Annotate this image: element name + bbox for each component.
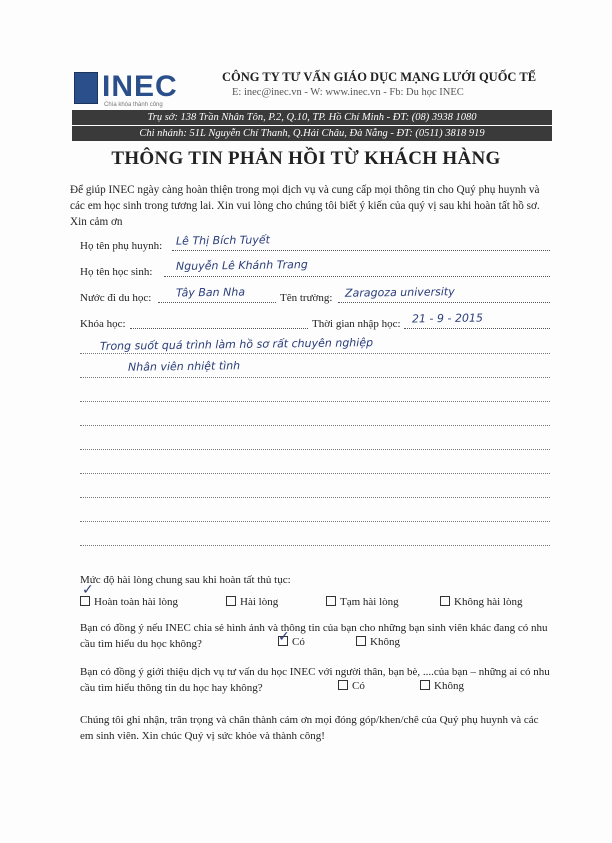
student-name-value[interactable]: Nguyễn Lê Khánh Trang — [175, 258, 308, 273]
share-yes-label: Có — [292, 636, 305, 648]
student-name-label: Họ tên học sinh: — [80, 266, 153, 278]
refer-no-label: Không — [434, 680, 464, 692]
share-no[interactable] — [356, 636, 400, 648]
checkbox-refer-no[interactable] — [420, 680, 430, 690]
logo-tagline: Chìa khóa thành công — [104, 102, 163, 108]
option-satisfied[interactable] — [226, 596, 278, 608]
checkbox-satisfied[interactable] — [226, 596, 236, 606]
option-fully-satisfied-label: Hoàn toàn hài lòng — [94, 596, 179, 608]
country-label: Nước đi du học: — [80, 292, 152, 304]
option-somewhat-satisfied-label: Tạm hài lòng — [340, 596, 399, 608]
letterhead — [72, 64, 552, 144]
comment-rule — [80, 496, 550, 498]
checkbox-refer-yes[interactable] — [338, 680, 348, 690]
comment-rule — [80, 352, 550, 354]
checkbox-fully-satisfied[interactable] — [80, 596, 90, 606]
logo-emblem-icon — [74, 72, 98, 104]
comment-rule — [80, 544, 550, 546]
comment-rule — [80, 424, 550, 426]
refer-no[interactable] — [420, 680, 464, 692]
form-title: THÔNG TIN PHẢN HỒI TỪ KHÁCH HÀNG — [111, 148, 501, 169]
share-yes[interactable] — [278, 636, 305, 648]
enroll-date-value[interactable]: 21 - 9 - 2015 — [411, 311, 484, 326]
company-name: CÔNG TY TƯ VẤN GIÁO DỤC MẠNG LƯỚI QUỐC TẾ — [222, 70, 537, 84]
option-satisfied-label: Hài lòng — [240, 596, 279, 608]
option-somewhat-satisfied[interactable] — [326, 596, 399, 608]
satisfaction-question: Mức độ hài lòng chung sau khi hoàn tất thủ tục: — [80, 574, 291, 586]
option-not-satisfied[interactable] — [440, 596, 522, 608]
option-fully-satisfied[interactable] — [80, 596, 178, 608]
parent-name-value[interactable]: Lê Thị Bích Tuyết — [175, 233, 271, 248]
comment-rule — [80, 400, 550, 402]
refer-yes-label: Có — [352, 680, 365, 692]
checkbox-somewhat-satisfied[interactable] — [326, 596, 336, 606]
inec-logo — [72, 70, 212, 108]
comment-rule — [80, 376, 550, 378]
enroll-date-label: Thời gian nhập học: — [312, 318, 401, 330]
refer-yes[interactable] — [338, 680, 365, 692]
intro-paragraph: Để giúp INEC ngày càng hoàn thiện trong mọi dịch vụ và cung cấp mọi thông tin cho Quý phụ huynh và các em học sinh trong tương lai. Xin vui lòng cho chúng tôi biết ý kiến của quý vị sau khi hoàn tất hồ sơ. Xin cảm ơn — [70, 184, 540, 228]
parent-name-label: Họ tên phụ huynh: — [80, 240, 163, 252]
share-no-label: Không — [370, 636, 400, 648]
checkbox-share-no[interactable] — [356, 636, 366, 646]
checkbox-share-yes[interactable] — [278, 636, 288, 646]
checkbox-not-satisfied[interactable] — [440, 596, 450, 606]
share-question: Bạn có đồng ý nếu INEC chia sẻ hình ảnh và thông tin của bạn cho những bạn sinh viên khác đang có nhu cầu tìm hiểu du học không? — [80, 622, 548, 650]
comment-rule — [80, 448, 550, 450]
country-value[interactable]: Tây Ban Nha — [175, 285, 246, 300]
logo-text: INEC — [102, 70, 178, 103]
contact-info: E: inec@inec.vn - W: www.inec.vn - Fb: Du học INEC — [232, 87, 464, 98]
comment-rule — [80, 520, 550, 522]
closing-paragraph: Chúng tôi ghi nhận, trân trọng và chân thành cám ơn mọi đóng góp/khen/chê của Quý phụ huynh và các em sinh viên. Xin chúc Quý vị sức khỏe và thành công! — [80, 714, 539, 742]
option-not-satisfied-label: Không hài lòng — [454, 596, 523, 608]
course-line — [130, 318, 308, 329]
branch-address: Chi nhánh: 51L Nguyễn Chí Thanh, Q.Hải Châu, Đà Nẵng - ĐT: (0511) 3818 919 — [72, 126, 552, 141]
school-value[interactable]: Zaragoza university — [344, 285, 455, 300]
refer-question: Bạn có đồng ý giới thiệu dịch vụ tư vấn du học INEC với người thân, bạn bè, ....của bạn – những ai có nhu cầu tìm hiểu thông tin du học hay không? — [80, 666, 550, 694]
comment-line-2[interactable]: Nhân viên nhiệt tình — [127, 359, 241, 374]
head-office-address: Trụ sở: 138 Trần Nhân Tôn, P.2, Q.10, TP. Hồ Chí Minh - ĐT: (08) 3938 1080 — [72, 110, 552, 125]
comment-line-1[interactable]: Trong suốt quá trình làm hồ sơ rất chuyên nghiệp — [99, 336, 374, 353]
comment-rule — [80, 472, 550, 474]
school-label: Tên trường: — [280, 292, 333, 304]
course-label: Khóa học: — [80, 318, 126, 330]
check-mark-icon: ✓ — [82, 582, 94, 598]
